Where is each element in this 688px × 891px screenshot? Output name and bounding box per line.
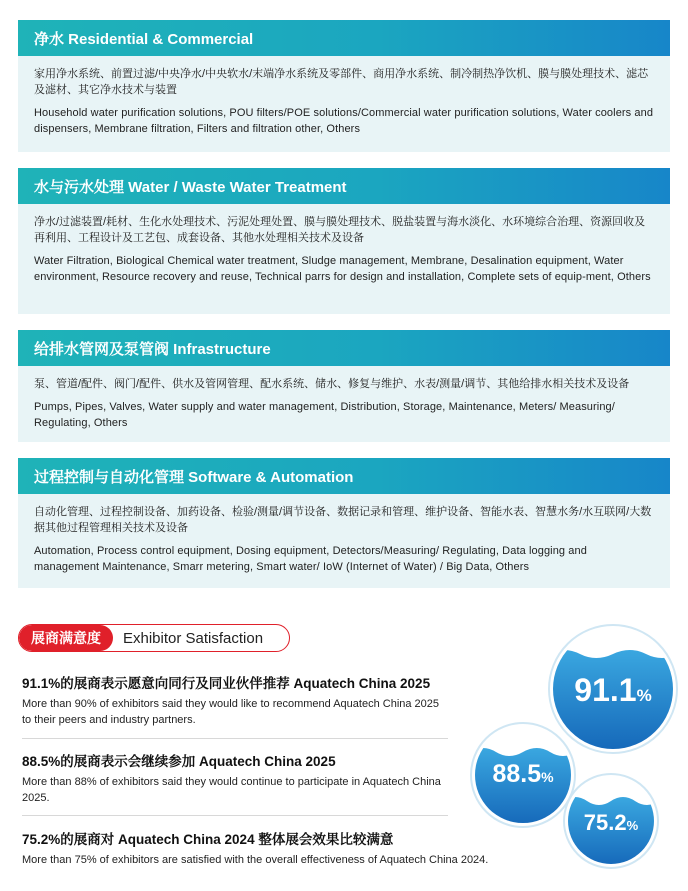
stat-title: 88.5%的展商表示会继续参加 Aquatech China 2025 [22,754,336,769]
category-software-automation [18,458,670,588]
divider [22,738,448,739]
category-desc-en: Water Filtration, Biological Chemical water treatment, Sludge management, Membrane, Desalination equipment, Water environment, Resource recovery and reuse, Technical parrs for design and installation, Complete sets of equip-ment, Others [34,255,651,283]
satisfaction-label-en: Exhibitor Satisfaction [123,629,264,647]
category-desc-cn: 自动化管理、过程控制设备、加药设备、检验/测量/调节设备、数据记录和管理、维护设备、智能水表、智慧水务/水互联网/大数据其他过程管理相关技术及设备 [34,506,652,534]
category-title: 给排水管网及泵管阀 Infrastructure [18,330,670,366]
bubble-value: 88.5% [492,760,554,788]
stat-description: More than 88% of exhibitors said they would continue to participate in Aquatech China 2025. [22,776,441,804]
category-desc-en: Pumps, Pipes, Valves, Water supply and water management, Distribution, Storage, Maintenance, Meters/ Measuring/ Regulating, Others [34,401,615,429]
stat-description: More than 75% of exhibitors are satisfied with the overall effectiveness of Aquatech China 2024. [22,854,489,866]
stat-item [22,750,450,806]
divider [22,815,448,816]
stat-item [22,672,450,728]
category-desc-cn: 家用净水系统、前置过滤/中央净水/中央软水/末端净水系统及零部件、商用净水系统、制冷制热净饮机、膜与膜处理技术、滤芯及滤材、其它净水技术与装置 [34,68,649,96]
stat-description: More than 90% of exhibitors said they would like to recommend Aquatech China 2025 to their peers and industry partners. [22,698,440,726]
category-infrastructure [18,330,670,442]
stat-title: 91.1%的展商表示愿意向同行及同业伙伴推荐 Aquatech China 2025 [22,676,431,691]
bubble-value: 91.1% [574,672,652,708]
category-desc-en: Automation, Process control equipment, Dosing equipment, Detectors/Measuring/ Regulating, Data logging and management Maintenance, Smarr metering, Smart water/ IoW (Internet of Water) / Big Data, Others [34,545,587,573]
satisfaction-label-cn: 展商满意度 [19,625,113,651]
category-desc-en: Household water purification solutions, POU filters/POE solutions/Commercial water purification solutions, Water coolers and dispensers, Membrane filtration, Filters and filtration other, Others [34,107,654,135]
category-desc-cn: 净水/过滤装置/耗材、生化水处理技术、污泥处理处置、膜与膜处理技术、脱盐装置与海水淡化、水环境综合治理、资源回收及再利用、工程设计及工艺包、成套设备、其他水处理相关技术及设备 [34,216,646,244]
satisfaction-heading [18,624,290,652]
category-residential-commercial [18,20,670,152]
stat-item [22,828,542,868]
category-title: 净水 Residential & Commercial [18,20,670,56]
category-title: 过程控制与自动化管理 Software & Automation [18,458,670,494]
bubble-value: 75.2% [583,810,639,835]
category-desc-cn: 泵、管道/配件、阀门/配件、供水及管网管理、配水系统、储水、修复与维护、水表/测量/调节、其他给排水相关技术及设备 [34,378,630,390]
category-water-treatment [18,168,670,314]
stat-title: 75.2%的展商对 Aquatech China 2024 整体展会效果比较满意 [22,832,394,847]
category-title: 水与污水处理 Water / Waste Water Treatment [18,168,670,204]
